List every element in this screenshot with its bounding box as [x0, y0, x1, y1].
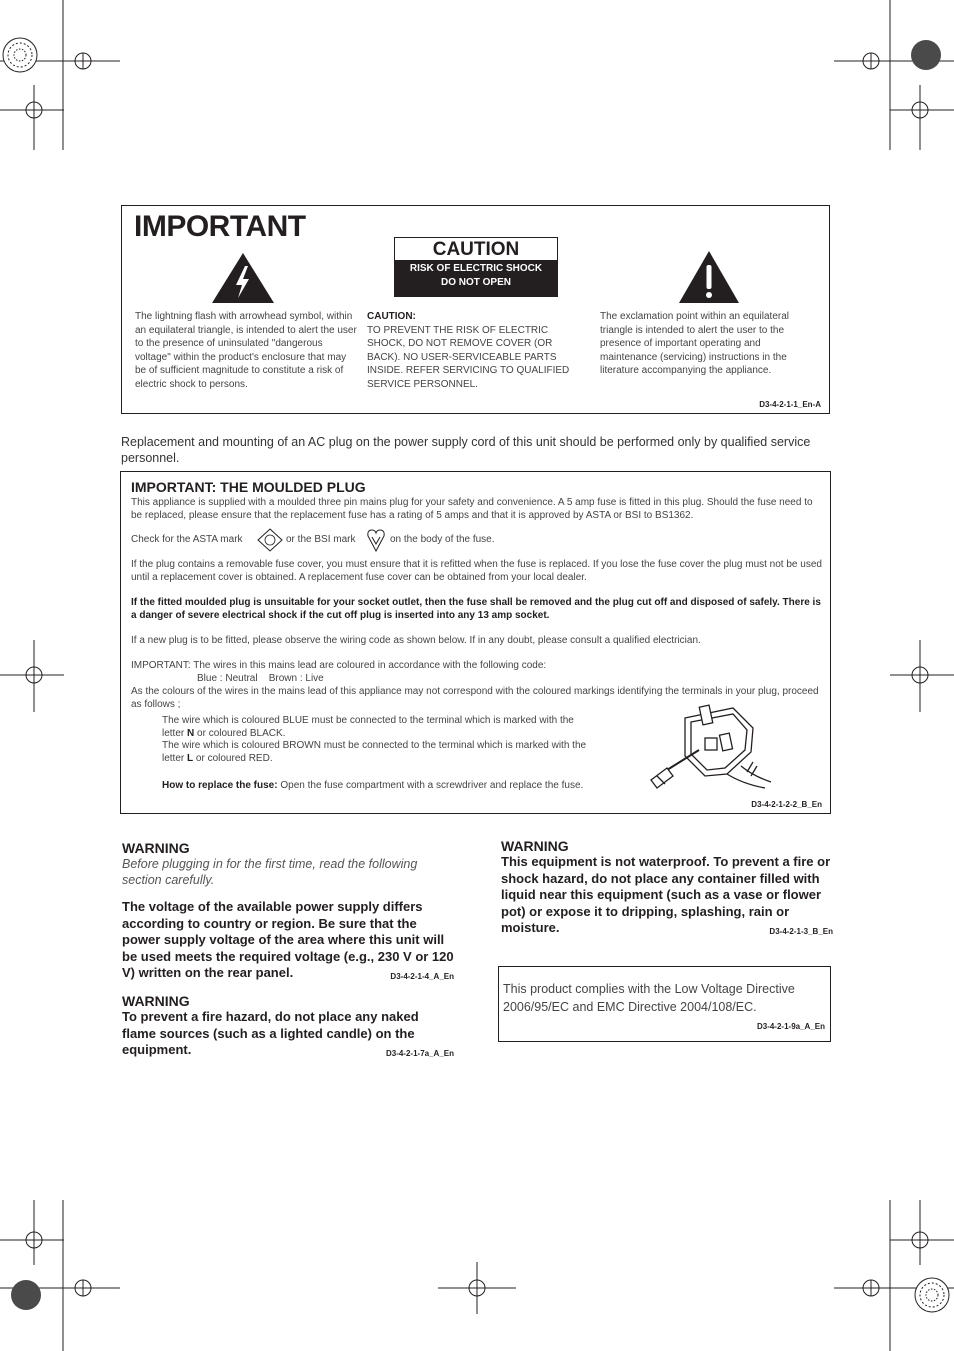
caution-label [394, 237, 558, 297]
compliance-box [498, 966, 831, 1042]
fuse-mark-line [131, 528, 826, 552]
important-title: IMPORTANT [134, 210, 306, 243]
warning2-body: To prevent a fire hazard, do not place any naked flame sources (such as a lighted candle) on the equipment. D3-4-2-1-7a_A_En [122, 1009, 454, 1059]
plug-paragraph-2: If the plug contains a removable fuse cover, you must ensure that it is refitted when the fuse is replaced. If you lose the fuse cover the plug must not be used until a replacement cover is obtained. A replacement fuse cover can be obtained from your local dealer. [131, 559, 822, 583]
important-notice-box [121, 205, 830, 414]
caution-body: TO PREVENT THE RISK OF ELECTRIC SHOCK, DO NOT REMOVE COVER (OR BACK). NO USER-SERVICEABLE PARTS INSIDE. REFER SERVICING TO QUALIFIED SERVICE PERSONNEL. [367, 324, 570, 390]
plug-paragraph-6: As the colours of the wires in the mains lead of this appliance may not correspond with the coloured markings identifying the terminals in your plug, proceed as follows ; [131, 686, 819, 710]
brown-wire-text: The wire which is coloured BROWN must be connected to the terminal which is marked with the [162, 740, 587, 751]
exclamation-description: The exclamation point within an equilateral triangle is intended to alert the user to the presence of important operating and maintenance (servicing) instructions in the literature accompanying the appliance. [600, 311, 789, 376]
wiring-instructions [162, 715, 642, 765]
wire-colour-code: Blue : Neutral Brown : Live [197, 673, 324, 684]
plug-code: D3-4-2-1-2-2_B_En [751, 800, 822, 809]
warning3-code: D3-4-2-1-3_B_En [769, 927, 833, 936]
lightning-description: The lightning flash with arrowhead symbol, within an equilateral triangle, is intended to alert the user to the presence of uninsulated "dangerous voltage" within the product's enclosure that may be of sufficient magnitude to constitute a risk of electric shock to persons. [135, 311, 357, 390]
warning1-intro: Before plugging in for the first time, read the following section carefully. [122, 857, 418, 887]
caution-label-heading: CAUTION [395, 238, 557, 260]
bsi-kitemark-icon [366, 528, 386, 552]
warning-voltage-section [122, 840, 454, 986]
warning3-body: This equipment is not waterproof. To prevent a fire or shock hazard, do not place any container filled with liquid near this equipment (such as a vase or flower pot) or expose it to dripping, splashing, rain or moisture. D3-4-2-1-3_B_En [501, 854, 833, 937]
check-bsi-text: or the BSI mark [286, 534, 356, 545]
plug-paragraph-3: If the fitted moulded plug is unsuitable for your socket outlet, then the fuse shall be removed and the plug cut off and disposed of safely. There is a danger of severe electrical shock if the cut off plug is inserted into any 13 amp socket. [131, 597, 821, 621]
compliance-code: D3-4-2-1-9a_A_En [756, 1022, 825, 1031]
replacement-notice: Replacement and mounting of an AC plug on the power supply cord of this unit should be performed only by qualified service personnel. [121, 435, 811, 465]
fuse-replace-instruction: How to replace the fuse: Open the fuse compartment with a screwdriver and replace the fuse. [162, 780, 584, 791]
warning3-heading: WARNING [501, 838, 569, 854]
plug-title: IMPORTANT: THE MOULDED PLUG [131, 479, 366, 495]
plug-paragraph-1: This appliance is supplied with a moulded three pin mains plug for your safety and convenience. A 5 amp fuse is fitted in this plug. Should the fuse need to be replaced, please ensure that the replacement fuse has a rating of 5 amps and that it is approved by ASTA or BSI to BS1362. [131, 497, 813, 521]
lightning-warning-icon [211, 252, 275, 304]
brown-wire-letter-line: letter L or coloured RED. [162, 752, 273, 764]
check-body-text: on the body of the fuse. [390, 534, 495, 545]
caution-heading: CAUTION: [367, 311, 416, 322]
caution-label-line1: RISK OF ELECTRIC SHOCK [409, 263, 543, 274]
warning2-heading: WARNING [122, 993, 190, 1009]
check-asta-text: Check for the ASTA mark [131, 534, 243, 545]
moulded-plug-box [120, 471, 831, 814]
warning1-code: D3-4-2-1-4_A_En [390, 972, 454, 981]
blue-wire-letter-line: letter N or coloured BLACK. [162, 727, 286, 739]
warning1-heading: WARNING [122, 840, 190, 856]
compliance-text: This product complies with the Low Voltage Directive 2006/95/EC and EMC Directive 2004/108/EC. [503, 982, 795, 1014]
plug-paragraph-4: If a new plug is to be fitted, please observe the wiring code as shown below. If in any doubt, please consult a qualified electrician. [131, 635, 701, 646]
warning-water-section [501, 838, 833, 941]
warning1-body: The voltage of the available power supply differs according to country or region. Be sure that the power supply voltage of the area where this unit will be used meets the required voltage (e.g., 230 V or 120 V) written on the rear panel. D3-4-2-1-4_A_En [122, 899, 454, 982]
asta-mark-icon [257, 528, 283, 552]
warning2-code: D3-4-2-1-7a_A_En [385, 1049, 454, 1058]
plug-screwdriver-illustration [647, 704, 817, 792]
blue-wire-text: The wire which is coloured BLUE must be connected to the terminal which is marked with the [162, 715, 574, 726]
caution-description [367, 310, 585, 391]
important-code: D3-4-2-1-1_En-A [759, 400, 821, 409]
plug-paragraph-5: IMPORTANT: The wires in this mains lead are coloured in accordance with the following code: [131, 660, 547, 671]
warning-fire-section [122, 993, 454, 1063]
caution-label-line2: DO NOT OPEN [440, 277, 511, 288]
exclamation-warning-icon [678, 250, 740, 304]
